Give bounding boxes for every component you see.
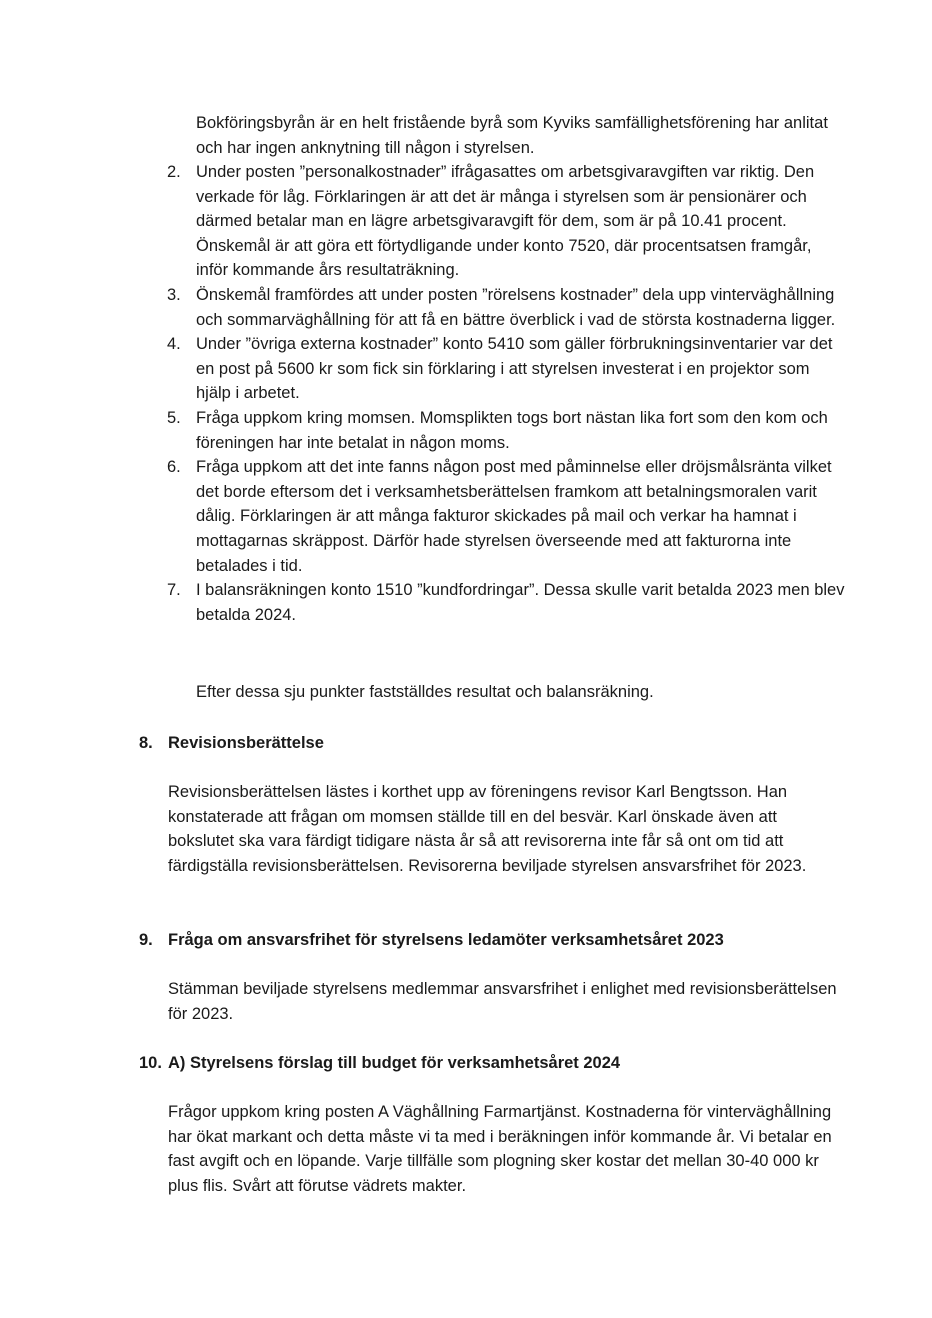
section-number: 10. xyxy=(139,1054,162,1072)
section-body-9: Stämman beviljade styrelsens medlemmar ansvarsfrihet i enlighet med revisionsberättelsen för 2023. xyxy=(168,980,837,1023)
list-item-text: Fråga uppkom kring momsen. Momsplikten togs bort nästan lika fort som den kom och föreningen har inte betalat in någon moms. xyxy=(196,408,828,452)
section-heading-10 xyxy=(139,1051,859,1076)
list-item xyxy=(167,455,847,578)
section-heading-8 xyxy=(139,731,859,756)
list-item-text: Fråga uppkom att det inte fanns någon post med påminnelse eller dröjsmålsränta vilket det borde eftersom det i verksamhetsberättelsen framkom att betalningsmoralen varit dålig. Förklaringen är att många fakturor skickades på mail och verkar ha hamnat i mottagarnas skräppost. Därför hade styrelsen överseende med att fakturorna inte betalades i tid. xyxy=(196,458,832,575)
numbered-list xyxy=(167,160,847,627)
list-item-text: Under posten ”personalkostnader” ifrågasattes om arbetsgivaravgiften var riktig. Den verkade för låg. Förklaringen är att det är många i styrelsen som är pensionärer och därmed betalar man en lägre arbetsgivaravgift för dem, som är på 10.41 procent. Önskemål är att göra ett förtydligande under konto 7520, där procentsatsen framgår, inför kommande års resultaträkning. xyxy=(196,163,815,280)
list-item-number: 3. xyxy=(167,285,181,304)
list-item xyxy=(167,283,847,332)
list-item-text: Under ”övriga externa kostnader” konto 5410 som gäller förbrukningsinventarier var det en post på 5600 kr som fick sin förklaring i att styrelsen investerat i en projektor som hjälp i arbetet. xyxy=(196,335,833,403)
closing-paragraph: Efter dessa sju punkter fastställdes resultat och balansräkning. xyxy=(196,683,654,701)
section-number: 8. xyxy=(139,734,153,752)
list-item-number: 5. xyxy=(167,408,181,427)
list-item-text: I balansräkningen konto 1510 ”kundfordringar”. Dessa skulle varit betalda 2023 men blev betalda 2024. xyxy=(196,581,845,624)
list-item-number: 6. xyxy=(167,458,181,477)
list-item-number: 7. xyxy=(167,581,181,600)
section-body-8: Revisionsberättelsen lästes i korthet upp av föreningens revisor Karl Bengtsson. Han konstaterade att frågan om momsen ställde till en del besvär. Karl önskade även att bokslutet ska vara färdigt tidigare nästa år så att revisorerna inte får så ont om tid att färdigställa revisionsberättelsen. Revisorerna beviljade styrelsen ansvarsfrihet för 2023. xyxy=(168,783,807,875)
section-heading-9 xyxy=(139,928,859,953)
section-title: A) Styrelsens förslag till budget för verksamhetsåret 2024 xyxy=(168,1054,621,1072)
intro-paragraph: Bokföringsbyrån är en helt fristående byrå som Kyviks samfällighetsförening har anlitat och har ingen anknytning till någon i styrelsen. xyxy=(196,114,828,157)
section-number: 9. xyxy=(139,931,153,949)
list-item xyxy=(167,578,847,627)
section-body-10: Frågor uppkom kring posten A Väghållning Farmartjänst. Kostnaderna för vinterväghållning har ökat markant och detta måste vi ta med i beräkningen inför kommande år. Vi betalar en fast avgift och en löpande. Varje tillfälle som plogning sker kostar det mellan 30-40 000 kr plus flis. Svårt att förutse vädrets makter. xyxy=(168,1103,832,1195)
list-item xyxy=(167,406,847,455)
list-item-text: Önskemål framfördes att under posten ”rörelsens kostnader” dela upp vinterväghållning och sommarväghållning för att få en bättre överblick i vad de största kostnaderna ligger. xyxy=(196,285,836,329)
list-item xyxy=(167,160,847,283)
list-item xyxy=(167,332,847,406)
section-title: Fråga om ansvarsfrihet för styrelsens ledamöter verksamhetsåret 2023 xyxy=(168,931,724,949)
list-item-number: 2. xyxy=(167,163,181,181)
list-item-number: 4. xyxy=(167,335,181,354)
section-title: Revisionsberättelse xyxy=(168,734,324,752)
